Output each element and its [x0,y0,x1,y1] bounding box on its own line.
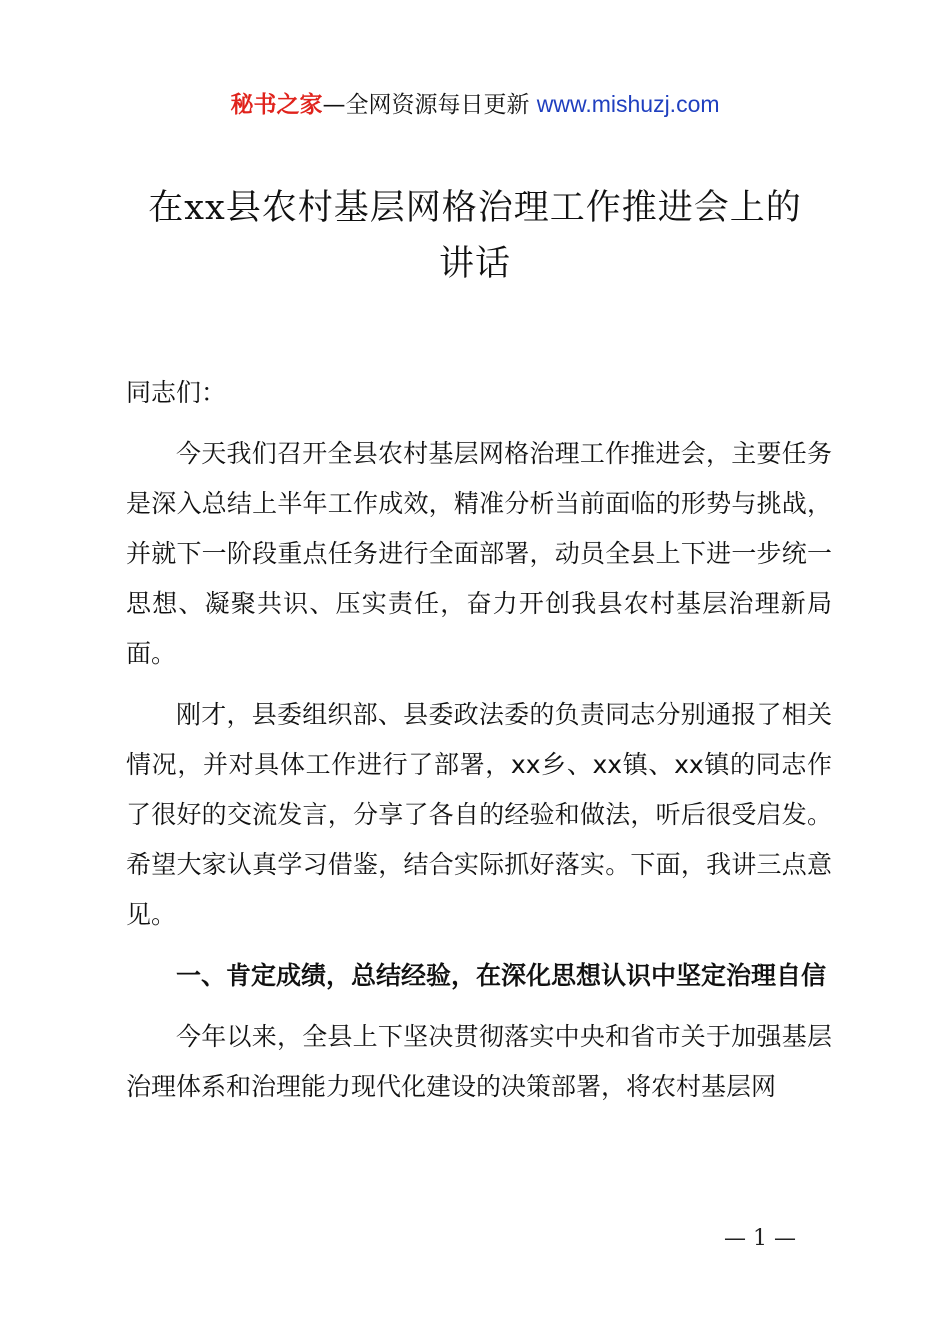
site-header [0,86,950,123]
header-tagline: —全网资源每日更新 [322,92,530,118]
title-line-2: 讲话 [438,244,511,284]
paragraph-intro: 今天我们召开全县农村基层网格治理工作推进会，主要任务是深入总结上半年工作成效，精准分析当前面临的形势与挑战，并就下一阶段重点任务进行全面部署，动员全县上下进一步统一思想、凝聚共识、压实责任，奋力开创我县农村基层治理新局面。 [126,439,832,668]
site-url-link[interactable]: www.mishuzj.com [536,91,720,117]
brand-name: 秘书之家 [230,92,323,118]
paragraph-section-1: 今年以来，全县上下坚决贯彻落实中央和省市关于加强基层治理体系和治理能力现代化建设的决策部署，将农村基层网 [126,1022,832,1101]
paragraph-review: 刚才，县委组织部、县委政法委的负责同志分别通报了相关情况，并对具体工作进行了部署，xx乡、xx镇、xx镇的同志作了很好的交流发言，分享了各自的经验和做法，听后很受启发。希望大家认真学习借鉴，结合实际抓好落实。下面，我讲三点意见。 [126,700,832,929]
document-body [126,368,832,1123]
greeting: 同志们： [126,378,227,407]
title-line-1: 在xx县农村基层网格治理工作推进会上的 [148,188,802,228]
document-title [110,180,840,292]
page-number: — 1 — [724,1226,796,1251]
section-heading: 一、肯定成绩，总结经验，在深化思想认识中坚定治理自信 [176,961,827,990]
